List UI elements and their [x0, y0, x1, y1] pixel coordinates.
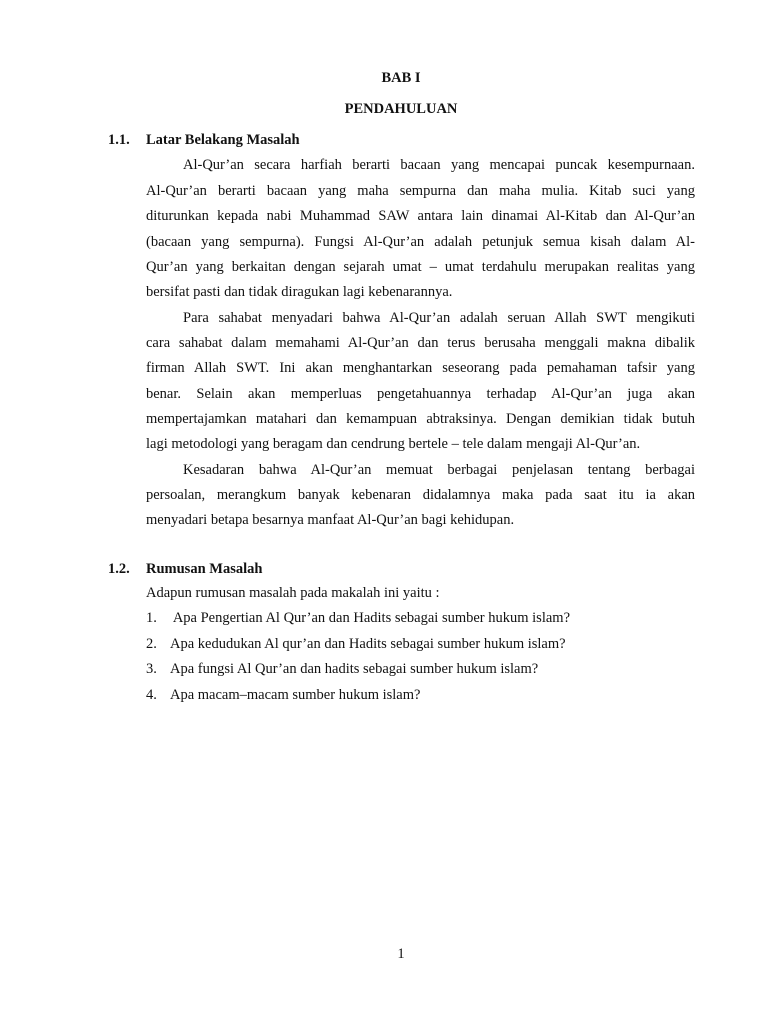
paragraph-line: cara sahabat dalam memahami Al-Qur’an dan terus berusaha menggali makna dibalik — [146, 335, 695, 351]
paragraph-line: diturunkan kepada nabi Muhammad SAW antara lain dinamai Al-Kitab dan Al-Qur’an — [146, 208, 695, 224]
list-item — [146, 685, 420, 705]
list-item-text: Apa macam–macam sumber hukum islam? — [170, 687, 421, 703]
paragraph-line: Al-Qur’an berarti bacaan yang maha sempurna dan maha mulia. Kitab suci yang — [146, 183, 695, 199]
list-item-number: 1. — [146, 610, 157, 626]
paragraph-line: lagi metodologi yang beragam dan cendrung bertele – tele dalam mengaji Al-Qur’an. — [146, 436, 641, 452]
section-heading-1-1 — [108, 132, 300, 149]
paragraph-line: Para sahabat menyadari bahwa Al-Qur’an adalah seruan Allah SWT mengikuti — [183, 310, 695, 326]
paragraph-line: menyadari betapa besarnya manfaat Al-Qur’an bagi kehidupan. — [146, 512, 515, 528]
list-item-number: 2. — [146, 636, 157, 652]
list-item-text: Apa Pengertian Al Qur’an dan Hadits sebagai sumber hukum islam? — [170, 610, 571, 626]
list-item — [146, 634, 566, 654]
paragraph-line: (bacaan yang sempurna). Fungsi Al-Qur’an adalah petunjuk semua kisah dalam Al- — [146, 234, 695, 250]
list-item — [146, 608, 570, 628]
paragraph-line: mempertajamkan matahari dan kemampuan abtraksinya. Dengan demikian tidak butuh — [146, 411, 695, 427]
chapter-title: PENDAHULUAN — [344, 101, 458, 117]
list-item-number: 4. — [146, 687, 157, 703]
paragraph-line: persoalan, merangkum banyak kebenaran didalamnya maka pada saat itu ia akan — [146, 487, 695, 503]
section-heading-1-2 — [108, 561, 262, 578]
chapter-label: BAB I — [381, 70, 421, 86]
paragraph-line: Qur’an yang berkaitan dengan sejarah umat – umat terdahulu merupakan realitas yang — [146, 259, 695, 275]
list-item-text: Apa kedudukan Al qur’an dan Hadits sebagai sumber hukum islam? — [170, 636, 566, 652]
paragraph-line: benar. Selain akan memperluas pengetahuannya terhadap Al-Qur’an juga akan — [146, 386, 695, 402]
section-number: 1.2. — [108, 561, 130, 577]
page-number: 1 — [397, 946, 405, 962]
paragraph-line: Al-Qur’an secara harfiah berarti bacaan yang mencapai puncak kesempurnaan. — [183, 157, 695, 173]
list-item-text: Apa fungsi Al Qur’an dan hadits sebagai sumber hukum islam? — [170, 661, 539, 677]
paragraph-line: Kesadaran bahwa Al-Qur’an memuat berbagai penjelasan tentang berbagai — [183, 462, 695, 478]
section-title: Rumusan Masalah — [146, 561, 263, 577]
section-title: Latar Belakang Masalah — [146, 132, 300, 148]
list-intro: Adapun rumusan masalah pada makalah ini yaitu : — [146, 585, 440, 601]
list-item — [146, 659, 538, 679]
list-item-number: 3. — [146, 661, 157, 677]
paragraph-line: bersifat pasti dan tidak diragukan lagi kebenarannya. — [146, 284, 453, 300]
section-number: 1.1. — [108, 132, 130, 148]
paragraph-line: firman Allah SWT. Ini akan menghantarkan seseorang pada pemahaman tafsir yang — [146, 360, 695, 376]
